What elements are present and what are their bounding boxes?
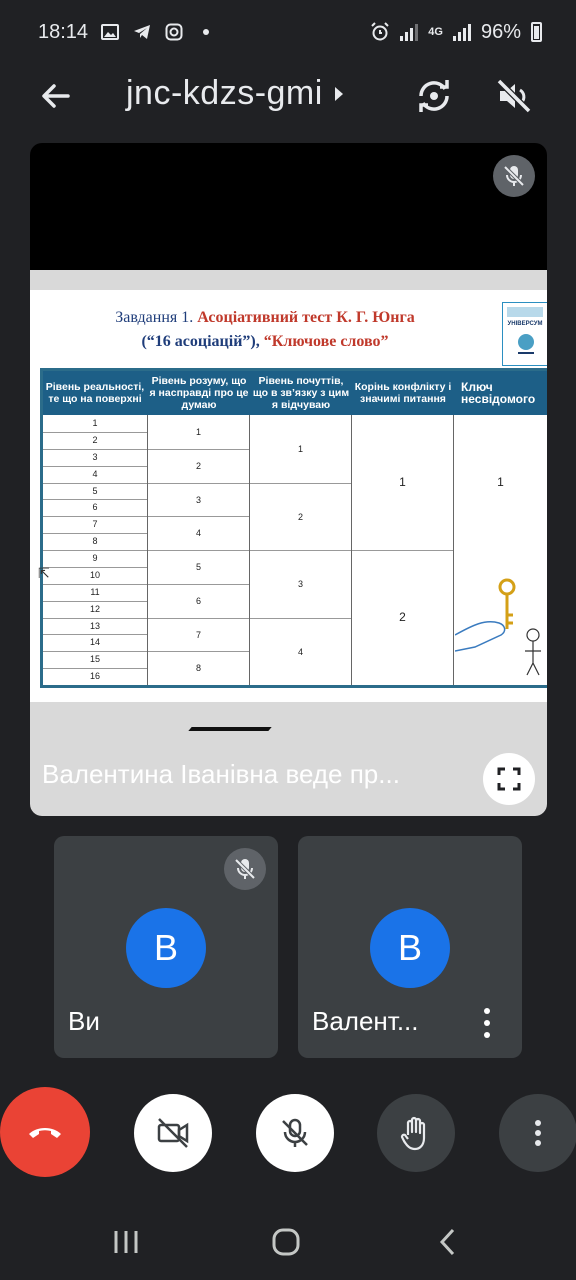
network-type: 4G — [428, 26, 443, 38]
volume-off-icon — [494, 76, 534, 116]
slide-content — [30, 290, 547, 702]
table-cell-reality: 9 — [92, 553, 98, 563]
table-cell-mind: 8 — [195, 663, 201, 673]
more-vert-icon — [534, 1119, 542, 1147]
slide-title-sub-a: (“16 асоціацій”), — [141, 333, 260, 350]
back-button[interactable] — [38, 80, 78, 112]
alarm-icon — [370, 22, 390, 42]
recent-apps-icon — [112, 1229, 140, 1255]
table-cell-reality: 11 — [90, 587, 100, 597]
logo-text: УНІВЕРСУМ — [507, 321, 543, 327]
table-cell-feelings: 2 — [297, 512, 303, 522]
participant-name: Ви — [68, 1006, 100, 1036]
participant-more-button[interactable] — [478, 1008, 496, 1038]
table-cell-conflict: 1 — [399, 475, 406, 489]
header-key: Ключ несвідомого — [461, 380, 536, 406]
header-feelings: Рівень почуттів, що в зв’язку з цим я відчуваю — [252, 375, 350, 411]
slide-title-prefix: Завдання 1. — [115, 309, 194, 326]
gallery-icon — [100, 22, 120, 42]
system-nav-bar — [0, 1200, 576, 1280]
presentation-tile[interactable] — [30, 143, 547, 816]
camera-toggle-button[interactable] — [134, 1094, 212, 1172]
table-body — [43, 415, 547, 685]
audio-output-button[interactable] — [494, 76, 534, 116]
table-cell-mind: 4 — [195, 528, 201, 538]
fullscreen-icon — [497, 767, 521, 791]
signal-icon — [400, 23, 418, 41]
table-cell-reality: 8 — [92, 536, 98, 546]
home-button[interactable] — [266, 1222, 306, 1262]
mic-off-icon — [277, 1115, 313, 1151]
app-bar — [0, 64, 576, 128]
mic-toggle-button[interactable] — [256, 1094, 334, 1172]
header-conflict: Корінь конфлікту і значимі питання — [354, 381, 452, 405]
fullscreen-button[interactable] — [483, 753, 535, 805]
table-cell-mind: 1 — [195, 427, 201, 437]
back-nav-button[interactable] — [428, 1222, 468, 1262]
arrow-left-icon — [38, 80, 78, 112]
table-cell-reality: 5 — [92, 486, 98, 496]
university-logo — [502, 302, 547, 366]
raise-hand-button[interactable] — [377, 1094, 455, 1172]
table-cell-reality: 7 — [92, 519, 98, 529]
switch-camera-icon — [414, 76, 454, 116]
slide-title — [30, 306, 500, 354]
table-cell-conflict: 2 — [399, 610, 406, 624]
signal-icon-2 — [453, 23, 471, 41]
avatar: В — [370, 908, 450, 988]
recent-apps-button[interactable] — [106, 1222, 146, 1262]
meeting-code-button[interactable] — [126, 74, 343, 113]
slide-footer-decoration — [30, 727, 547, 735]
table-cell-key: 1 — [497, 475, 504, 489]
table-cell-reality: 12 — [89, 604, 100, 614]
notification-dot-icon — [196, 22, 216, 42]
table-cell-reality: 4 — [92, 469, 98, 479]
presenter-muted-badge — [493, 155, 535, 197]
avatar: В — [126, 908, 206, 988]
self-muted-badge — [224, 848, 266, 890]
table-cell-reality: 6 — [92, 502, 98, 512]
chevron-right-icon — [335, 87, 343, 101]
telegram-icon — [132, 22, 152, 42]
end-call-icon — [25, 1122, 65, 1142]
mic-off-icon — [233, 857, 257, 881]
key-illustration — [455, 565, 547, 689]
status-time: 18:14 — [38, 20, 89, 43]
hand-icon — [399, 1115, 433, 1151]
association-table — [40, 368, 547, 688]
table-cell-reality: 3 — [92, 452, 98, 462]
mic-off-icon — [502, 164, 526, 188]
table-cell-mind: 3 — [195, 495, 201, 505]
camera-off-icon — [155, 1115, 191, 1151]
table-cell-reality: 14 — [89, 637, 100, 647]
table-cell-mind: 5 — [195, 562, 201, 572]
end-call-button[interactable] — [0, 1087, 90, 1177]
presenter-label: Валентина Іванівна веде пр... — [42, 759, 400, 789]
table-cell-mind: 2 — [195, 461, 201, 471]
participant-tile-self[interactable] — [54, 836, 278, 1058]
table-cell-mind: 7 — [195, 630, 201, 640]
table-cell-reality: 15 — [89, 654, 100, 664]
header-mind: Рівень розуму, що я насправді про це думаю — [149, 375, 249, 411]
shared-slide — [30, 270, 547, 816]
battery-percent: 96% — [480, 20, 521, 43]
table-cell-feelings: 4 — [297, 647, 303, 657]
switch-camera-button[interactable] — [414, 76, 454, 116]
instagram-icon — [164, 22, 184, 42]
table-cell-reality: 1 — [92, 418, 98, 428]
meeting-code: jnc-kdzs-gmi — [126, 74, 323, 112]
status-bar — [0, 0, 576, 64]
more-options-button[interactable] — [499, 1094, 576, 1172]
table-cell-reality: 2 — [92, 435, 98, 445]
header-reality: Рівень реальності, те що на поверхні — [45, 381, 145, 405]
participant-tile-other[interactable] — [298, 836, 522, 1058]
slide-title-main: Асоціативний тест К. Г. Юнга — [197, 309, 415, 326]
table-cell-mind: 6 — [195, 596, 201, 606]
table-header — [43, 371, 547, 415]
mouse-cursor-icon: ⇱ — [38, 565, 50, 581]
table-cell-feelings: 3 — [297, 579, 303, 589]
table-cell-feelings: 1 — [297, 444, 303, 454]
table-cell-reality: 13 — [89, 621, 100, 631]
slide-title-sub-b: “Ключове слово” — [263, 333, 389, 350]
table-cell-reality: 10 — [89, 570, 100, 580]
battery-icon — [531, 22, 542, 42]
table-cell-reality: 16 — [89, 671, 100, 681]
home-icon — [271, 1227, 301, 1257]
participant-name: Валент... — [312, 1006, 419, 1036]
chevron-left-icon — [438, 1227, 458, 1257]
